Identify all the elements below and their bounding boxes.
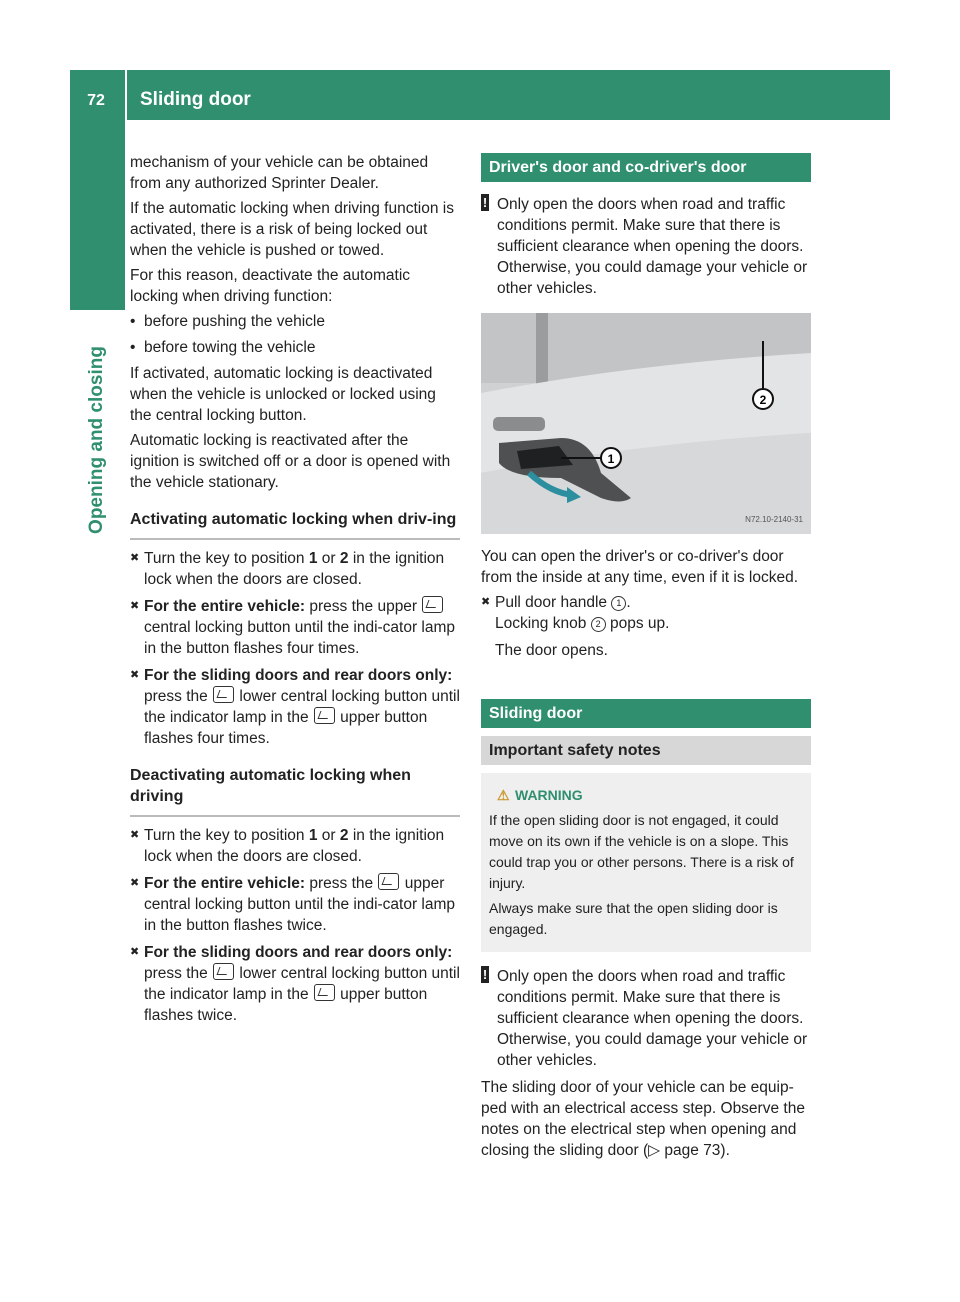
paragraph: You can open the driver's or co-driver's door from the inside at any time, even if it is locked.: [481, 548, 799, 586]
step-item: ✖ For the entire vehicle: press the upper central locking button until the indi-cator lamp in the button flashes twice.: [130, 875, 456, 934]
section-heading-drivers-door: Driver's door and co-driver's door: [481, 153, 811, 182]
step-item: ✖ Pull door handle 1 . Locking knob 2 pops up.: [481, 594, 670, 632]
step-item: ✖ For the sliding doors and rear doors only: press the lower central locking button until the indicator lamp in the upper button flashes twice.: [130, 944, 460, 1024]
callout-2: 2: [759, 393, 767, 407]
right-column: [481, 153, 811, 1165]
callout-1: 1: [607, 452, 615, 466]
side-chapter-label: Opening and closing: [86, 346, 107, 534]
list-item: • before towing the vehicle: [130, 337, 460, 358]
note-item: ! Only open the doors when road and traffic conditions permit. Make sure that there is sufficient clearance when opening the doors. Otherwise, you could damage your vehicle or other vehicles.: [482, 195, 808, 297]
left-column: [130, 152, 460, 1032]
warning-triangle-icon: ⚠: [497, 787, 510, 803]
note-item: ! Only open the doors when road and traffic conditions permit. Make sure that there is sufficient clearance when opening the doors. Otherwise, you could damage your vehicle or other vehicles.: [482, 967, 808, 1069]
page-number: 72: [87, 92, 105, 109]
step-arrow-icon: ✖: [130, 552, 140, 564]
page-ref-link[interactable]: page 73: [664, 1142, 721, 1159]
lock-button-icon: [314, 984, 335, 1001]
section-heading-activate: Activating automatic locking when driv-ing: [130, 509, 460, 540]
header-divider: [125, 70, 127, 120]
step-arrow-icon: ✖: [130, 600, 140, 612]
page-title: Sliding door: [140, 89, 251, 110]
lower-lock-button-icon: [213, 963, 234, 980]
door-handle-illustration: [481, 313, 811, 534]
step-item: ✖ Turn the key to position 1 or 2 in the ignition lock when the doors are closed.: [130, 550, 445, 588]
lower-lock-button-icon: [213, 686, 234, 703]
step-arrow-icon: ✖: [481, 596, 491, 608]
step-arrow-icon: ✖: [130, 829, 140, 841]
step-item: ✖ Turn the key to position 1 or 2 in the ignition lock when the doors are closed.: [130, 827, 445, 865]
section-heading-sliding-door: Sliding door: [481, 699, 811, 728]
figure-label: N72.10-2140-31: [745, 515, 803, 524]
page-ref-icon: ▷: [648, 1142, 661, 1159]
subsection-heading-safety: Important safety notes: [481, 736, 811, 765]
lock-button-icon: [314, 707, 335, 724]
paragraph: Automatic locking is reactivated after the ignition is switched off or a door is opened with the vehicle stationary.: [130, 432, 451, 491]
exclamation-icon: !: [482, 967, 488, 982]
step-item: ✖ For the sliding doors and rear doors only: press the lower central locking button until the indicator lamp in the upper button flashes four times.: [130, 667, 460, 747]
paragraph: If activated, automatic locking is deactivated when the vehicle is unlocked or locked using the central locking button.: [130, 365, 436, 424]
paragraph: If the automatic locking when driving function is activated, there is a risk of being locked out when the vehicle is pushed or towed.: [130, 200, 454, 259]
paragraph: mechanism of your vehicle can be obtained from any authorized Sprinter Dealer.: [130, 154, 429, 192]
step-arrow-icon: ✖: [130, 669, 140, 681]
paragraph: The sliding door of your vehicle can be equip-ped with an electrical access step. Observe the notes on the electrical step when opening and closing the sliding door (▷ page 73).: [481, 1079, 805, 1159]
step-item: ✖ For the entire vehicle: press the upper central locking button until the indi-cator lamp in the button flashes four times.: [130, 598, 456, 657]
paragraph: For this reason, deactivate the automatic locking when driving function:: [130, 267, 411, 305]
side-tab: [70, 120, 125, 310]
warning-text: If the open sliding door is not engaged, it could move on its own if the vehicle is on a slope. This could trap you or other persons. There is a risk of injury.: [489, 812, 794, 891]
warning-title: ⚠ WARNING: [489, 785, 803, 806]
warning-text: Always make sure that the open sliding door is engaged.: [489, 900, 778, 937]
warning-box: [481, 773, 811, 952]
lock-button-icon: [378, 873, 399, 890]
step-arrow-icon: ✖: [130, 877, 140, 889]
callout-ref-1: 1: [611, 596, 626, 611]
exclamation-icon: !: [482, 195, 488, 210]
callout-ref-2: 2: [591, 617, 606, 632]
paragraph: The door opens.: [495, 642, 608, 659]
door-handle-figure: [481, 313, 811, 534]
section-heading-deactivate: Deactivating automatic locking when driving: [130, 765, 460, 817]
list-item: • before pushing the vehicle: [130, 311, 460, 332]
step-arrow-icon: ✖: [130, 946, 140, 958]
lock-button-icon: [422, 596, 443, 613]
